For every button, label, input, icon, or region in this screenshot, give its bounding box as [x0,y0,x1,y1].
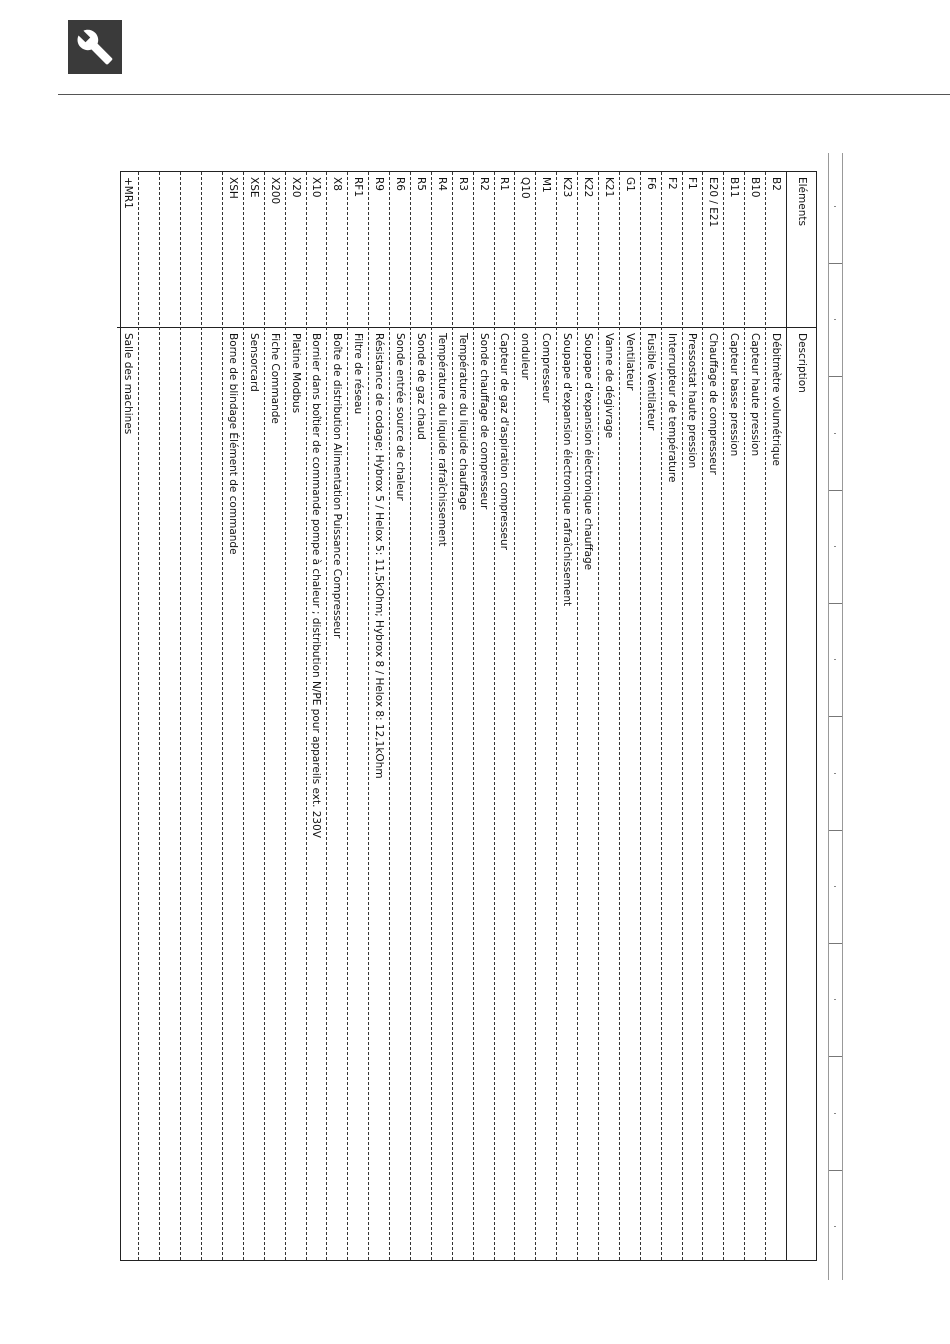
cell-element-code: R4 [432,172,452,328]
cell-element-code: R3 [453,172,473,328]
cell-element-code: B10 [745,172,765,328]
table-row [222,172,243,1260]
cell-description [181,328,201,1260]
wrench-icon [68,20,122,74]
cell-description: Capteur basse pression [728,333,741,457]
table-row [389,172,410,1260]
header-divider [58,94,950,95]
cell-description: Sonde chauffage de compresseur [477,333,490,510]
cell-element-code: B2 [766,172,786,328]
table-row [661,172,682,1260]
table-row [180,172,201,1260]
table-row [452,172,473,1260]
component-table-rotated [120,171,817,1261]
cell-description: Fusible Ventilateur [644,333,657,431]
cell-description: Boîte de distribution Alimentation Puissance Compresseur [331,333,344,639]
cell-description [160,328,180,1260]
cell-description: Ventilateur [623,333,636,391]
frame-tick [829,490,842,491]
cell-description: Chauffage de compresseur [707,333,720,475]
cell-element-code: Q10 [515,172,535,328]
cell-description: Soupape d'expansion électronique chauffage [581,333,594,571]
table-row [264,172,285,1260]
cell-description [202,328,222,1260]
table-row [118,172,139,1260]
cell-element-code: K23 [557,172,577,328]
cell-description: Capteur de gaz d'aspiration compresseur [498,333,511,550]
table-row [702,172,723,1260]
cell-element-code [139,172,159,328]
cell-element-code: F2 [662,172,682,328]
table-row [473,172,494,1260]
cell-description: Compresseur [540,333,553,403]
frame-tick [829,1170,842,1171]
cell-element-code: RF1 [348,172,368,328]
cell-element-code: B11 [724,172,744,328]
column-header-elements: Eléments [787,172,816,328]
frame-tick [829,1056,842,1057]
cell-description: Sensorcard [247,333,260,392]
frame-dot [834,1113,836,1114]
cell-element-code: X20 [286,172,306,328]
frame-tick [829,263,842,264]
table-header-row [786,172,816,1260]
table-row [535,172,556,1260]
cell-element-code: E20 / E21 [703,172,723,328]
cell-description: Borne de blindage Élément de commande [226,333,239,555]
cell-element-code: XSE [244,172,264,328]
frame-dot [834,546,836,547]
frame-dot [834,773,836,774]
table-row [619,172,640,1260]
frame-dot [834,659,836,660]
cell-description: Sonde entrée source de chaleur [393,333,406,501]
cell-description [139,328,159,1260]
frame-dot [834,433,836,434]
cell-description: Débitmètre volumétrique [770,333,782,466]
cell-element-code: F6 [641,172,661,328]
frame-dot [834,206,836,207]
cell-element-code: R5 [411,172,431,328]
cell-element-code: X10 [307,172,327,328]
table-row [514,172,535,1260]
table-row [243,172,264,1260]
table-row [431,172,452,1260]
cell-description: Température du liquide rafraîchissement [435,333,448,547]
frame-tick [829,943,842,944]
frame-tick [829,716,842,717]
table-row [201,172,222,1260]
table-row [326,172,347,1260]
frame-tick [829,830,842,831]
table-row [138,172,159,1260]
table-row [723,172,744,1260]
side-frame [828,153,843,1280]
cell-description: Soupape d'expansion électronique rafraîchissement [561,333,574,607]
cell-description: Résistance de codage; Hybrox 5 / Helox 5: 11,5kOhm; Hybrox 8 / Helox 8: 12,1kOhm [373,333,386,779]
cell-description: Vanne de dégivrage [602,333,615,439]
cell-description: Température du liquide chauffage [456,333,469,511]
cell-element-code: G1 [620,172,640,328]
cell-element-code: R6 [390,172,410,328]
cell-description: onduleur [519,333,532,380]
table-row [306,172,327,1260]
table-row [368,172,389,1260]
cell-description: Bornier dans boîtier de commande pompe à chaleur ; distribution N/PE pour appareils ext. 230V [310,333,323,838]
cell-element-code: M1 [536,172,556,328]
column-header-description: Description [796,333,808,393]
table-row [285,172,306,1260]
table-body [118,172,787,1260]
cell-description: Pressostat haute pression [686,333,699,469]
cell-element-code [181,172,201,328]
cell-element-code: +MR1 [118,172,139,328]
frame-dot [834,886,836,887]
cell-element-code: R1 [495,172,515,328]
table-row [598,172,619,1260]
table-row [347,172,368,1260]
table-row [640,172,661,1260]
cell-element-code: X8 [327,172,347,328]
cell-element-code: K21 [599,172,619,328]
table-row [577,172,598,1260]
table-row [494,172,515,1260]
component-table [120,171,817,1261]
table-row [159,172,180,1260]
frame-dot [834,1226,836,1227]
cell-element-code: R2 [474,172,494,328]
cell-description: Interrupteur de température [665,333,678,483]
table-row [410,172,431,1260]
table-row [765,172,786,1260]
frame-tick [829,376,842,377]
cell-description: Salle des machines [122,333,135,435]
table-row [682,172,703,1260]
frame-dot [834,319,836,320]
cell-element-code: F1 [683,172,703,328]
cell-element-code: X200 [265,172,285,328]
frame-dot [834,999,836,1000]
cell-element-code: R9 [369,172,389,328]
cell-description: Filtre de réseau [352,333,365,415]
cell-description: Capteur haute pression [749,333,762,457]
table-row [744,172,765,1260]
cell-description: Fiche Commande [268,333,281,424]
cell-element-code: K22 [578,172,598,328]
frame-tick [829,603,842,604]
cell-element-code: XSH [223,172,243,328]
cell-description: Platine Modbus [289,333,302,414]
cell-description: Sonde de gaz chaud [414,333,427,440]
cell-element-code [202,172,222,328]
table-row [556,172,577,1260]
cell-element-code [160,172,180,328]
